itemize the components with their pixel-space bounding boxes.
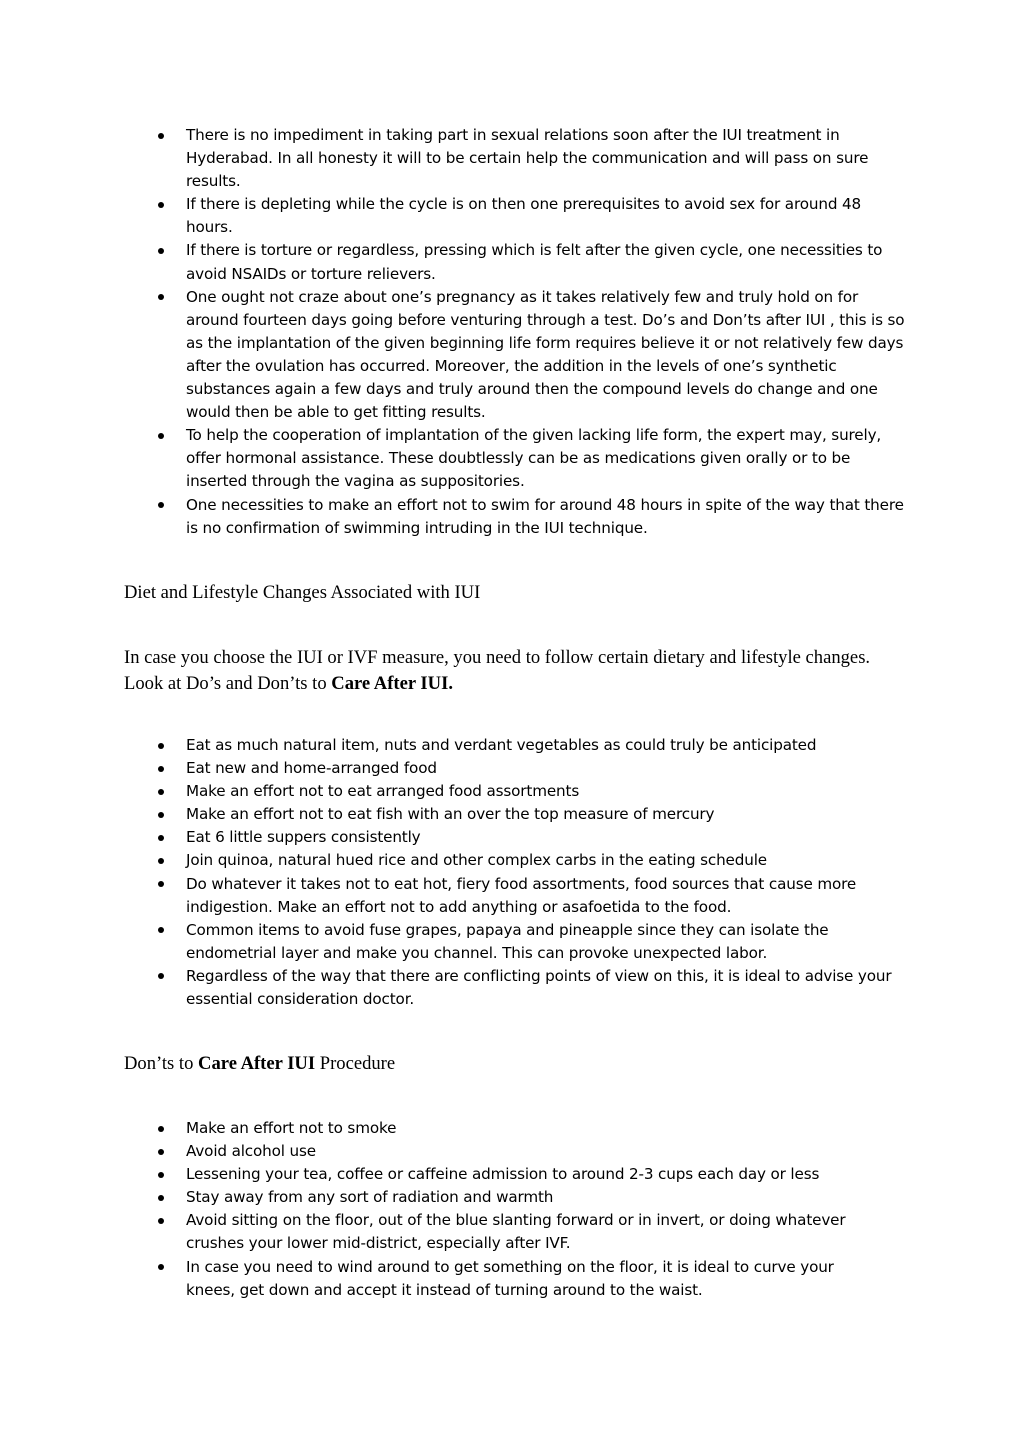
list-item: If there is depleting while the cycle is on then one prerequisites to avoid sex for around 48 hours. xyxy=(186,193,906,239)
donts-heading-bold: Care After IUI xyxy=(198,1053,316,1074)
list-item: Avoid alcohol use xyxy=(186,1140,886,1163)
list-item: Stay away from any sort of radiation and warmth xyxy=(186,1186,886,1209)
list-item: Make an effort not to smoke xyxy=(186,1117,886,1140)
intro-paragraph xyxy=(124,645,904,697)
list-item: Eat new and home-arranged food xyxy=(186,757,906,780)
diet-lifestyle-heading: Diet and Lifestyle Changes Associated with IUI xyxy=(124,582,481,603)
list-item: If there is torture or regardless, pressing which is felt after the given cycle, one necessities to avoid NSAIDs or torture relievers. xyxy=(186,239,906,285)
list-item: Avoid sitting on the floor, out of the blue slanting forward or in invert, or doing whatever crushes your lower mid-district, especially after IVF. xyxy=(186,1209,886,1255)
list-item: In case you need to wind around to get something on the floor, it is ideal to curve your knees, get down and accept it instead of turning around to the waist. xyxy=(186,1256,886,1302)
donts-heading-suffix: Procedure xyxy=(315,1053,396,1074)
diet-bullet-list xyxy=(186,734,906,1011)
aftercare-bullet-list xyxy=(186,124,906,540)
list-item: There is no impediment in taking part in sexual relations soon after the IUI treatment in Hyderabad. In all honesty it will to be certain help the communication and will pass on sure results. xyxy=(186,124,906,193)
list-item: One ought not craze about one’s pregnancy as it takes relatively few and truly hold on for around fourteen days going before venturing through a test. Do’s and Don’ts after IUI , this is so as the implantation of the given beginning life form requires believe it or not relatively few days after the ovulation has occurred. Moreover, the addition in the levels of one’s synthetic substances again a few days and truly around then the compound levels do change and one would then be able to get fitting results. xyxy=(186,286,906,425)
donts-heading xyxy=(124,1051,395,1077)
list-item: Eat 6 little suppers consistently xyxy=(186,826,906,849)
list-item: Make an effort not to eat arranged food assortments xyxy=(186,780,906,803)
list-item: One necessities to make an effort not to swim for around 48 hours in spite of the way that there is no confirmation of swimming intruding in the IUI technique. xyxy=(186,494,906,540)
list-item: Eat as much natural item, nuts and verdant vegetables as could truly be anticipated xyxy=(186,734,906,757)
donts-bullet-list xyxy=(186,1117,886,1302)
intro-paragraph-bold: Care After IUI. xyxy=(331,673,453,694)
list-item: Regardless of the way that there are conflicting points of view on this, it is ideal to advise your essential consideration doctor. xyxy=(186,965,906,1011)
intro-paragraph-text: In case you choose the IUI or IVF measure, you need to follow certain dietary and lifestyle changes. Look at Do’s and Don’ts to xyxy=(124,647,871,694)
donts-heading-prefix: Don’ts to xyxy=(124,1053,199,1074)
list-item: Do whatever it takes not to eat hot, fiery food assortments, food sources that cause more indigestion. Make an effort not to add anything or asafoetida to the food. xyxy=(186,873,906,919)
list-item: Lessening your tea, coffee or caffeine admission to around 2-3 cups each day or less xyxy=(186,1163,886,1186)
list-item: Make an effort not to eat fish with an over the top measure of mercury xyxy=(186,803,906,826)
list-item: Common items to avoid fuse grapes, papaya and pineapple since they can isolate the endometrial layer and make you channel. This can provoke unexpected labor. xyxy=(186,919,906,965)
list-item: Join quinoa, natural hued rice and other complex carbs in the eating schedule xyxy=(186,849,906,872)
list-item: To help the cooperation of implantation of the given lacking life form, the expert may, surely, offer hormonal assistance. These doubtlessly can be as medications given orally or to be inserted through the vagina as suppositories. xyxy=(186,424,906,493)
